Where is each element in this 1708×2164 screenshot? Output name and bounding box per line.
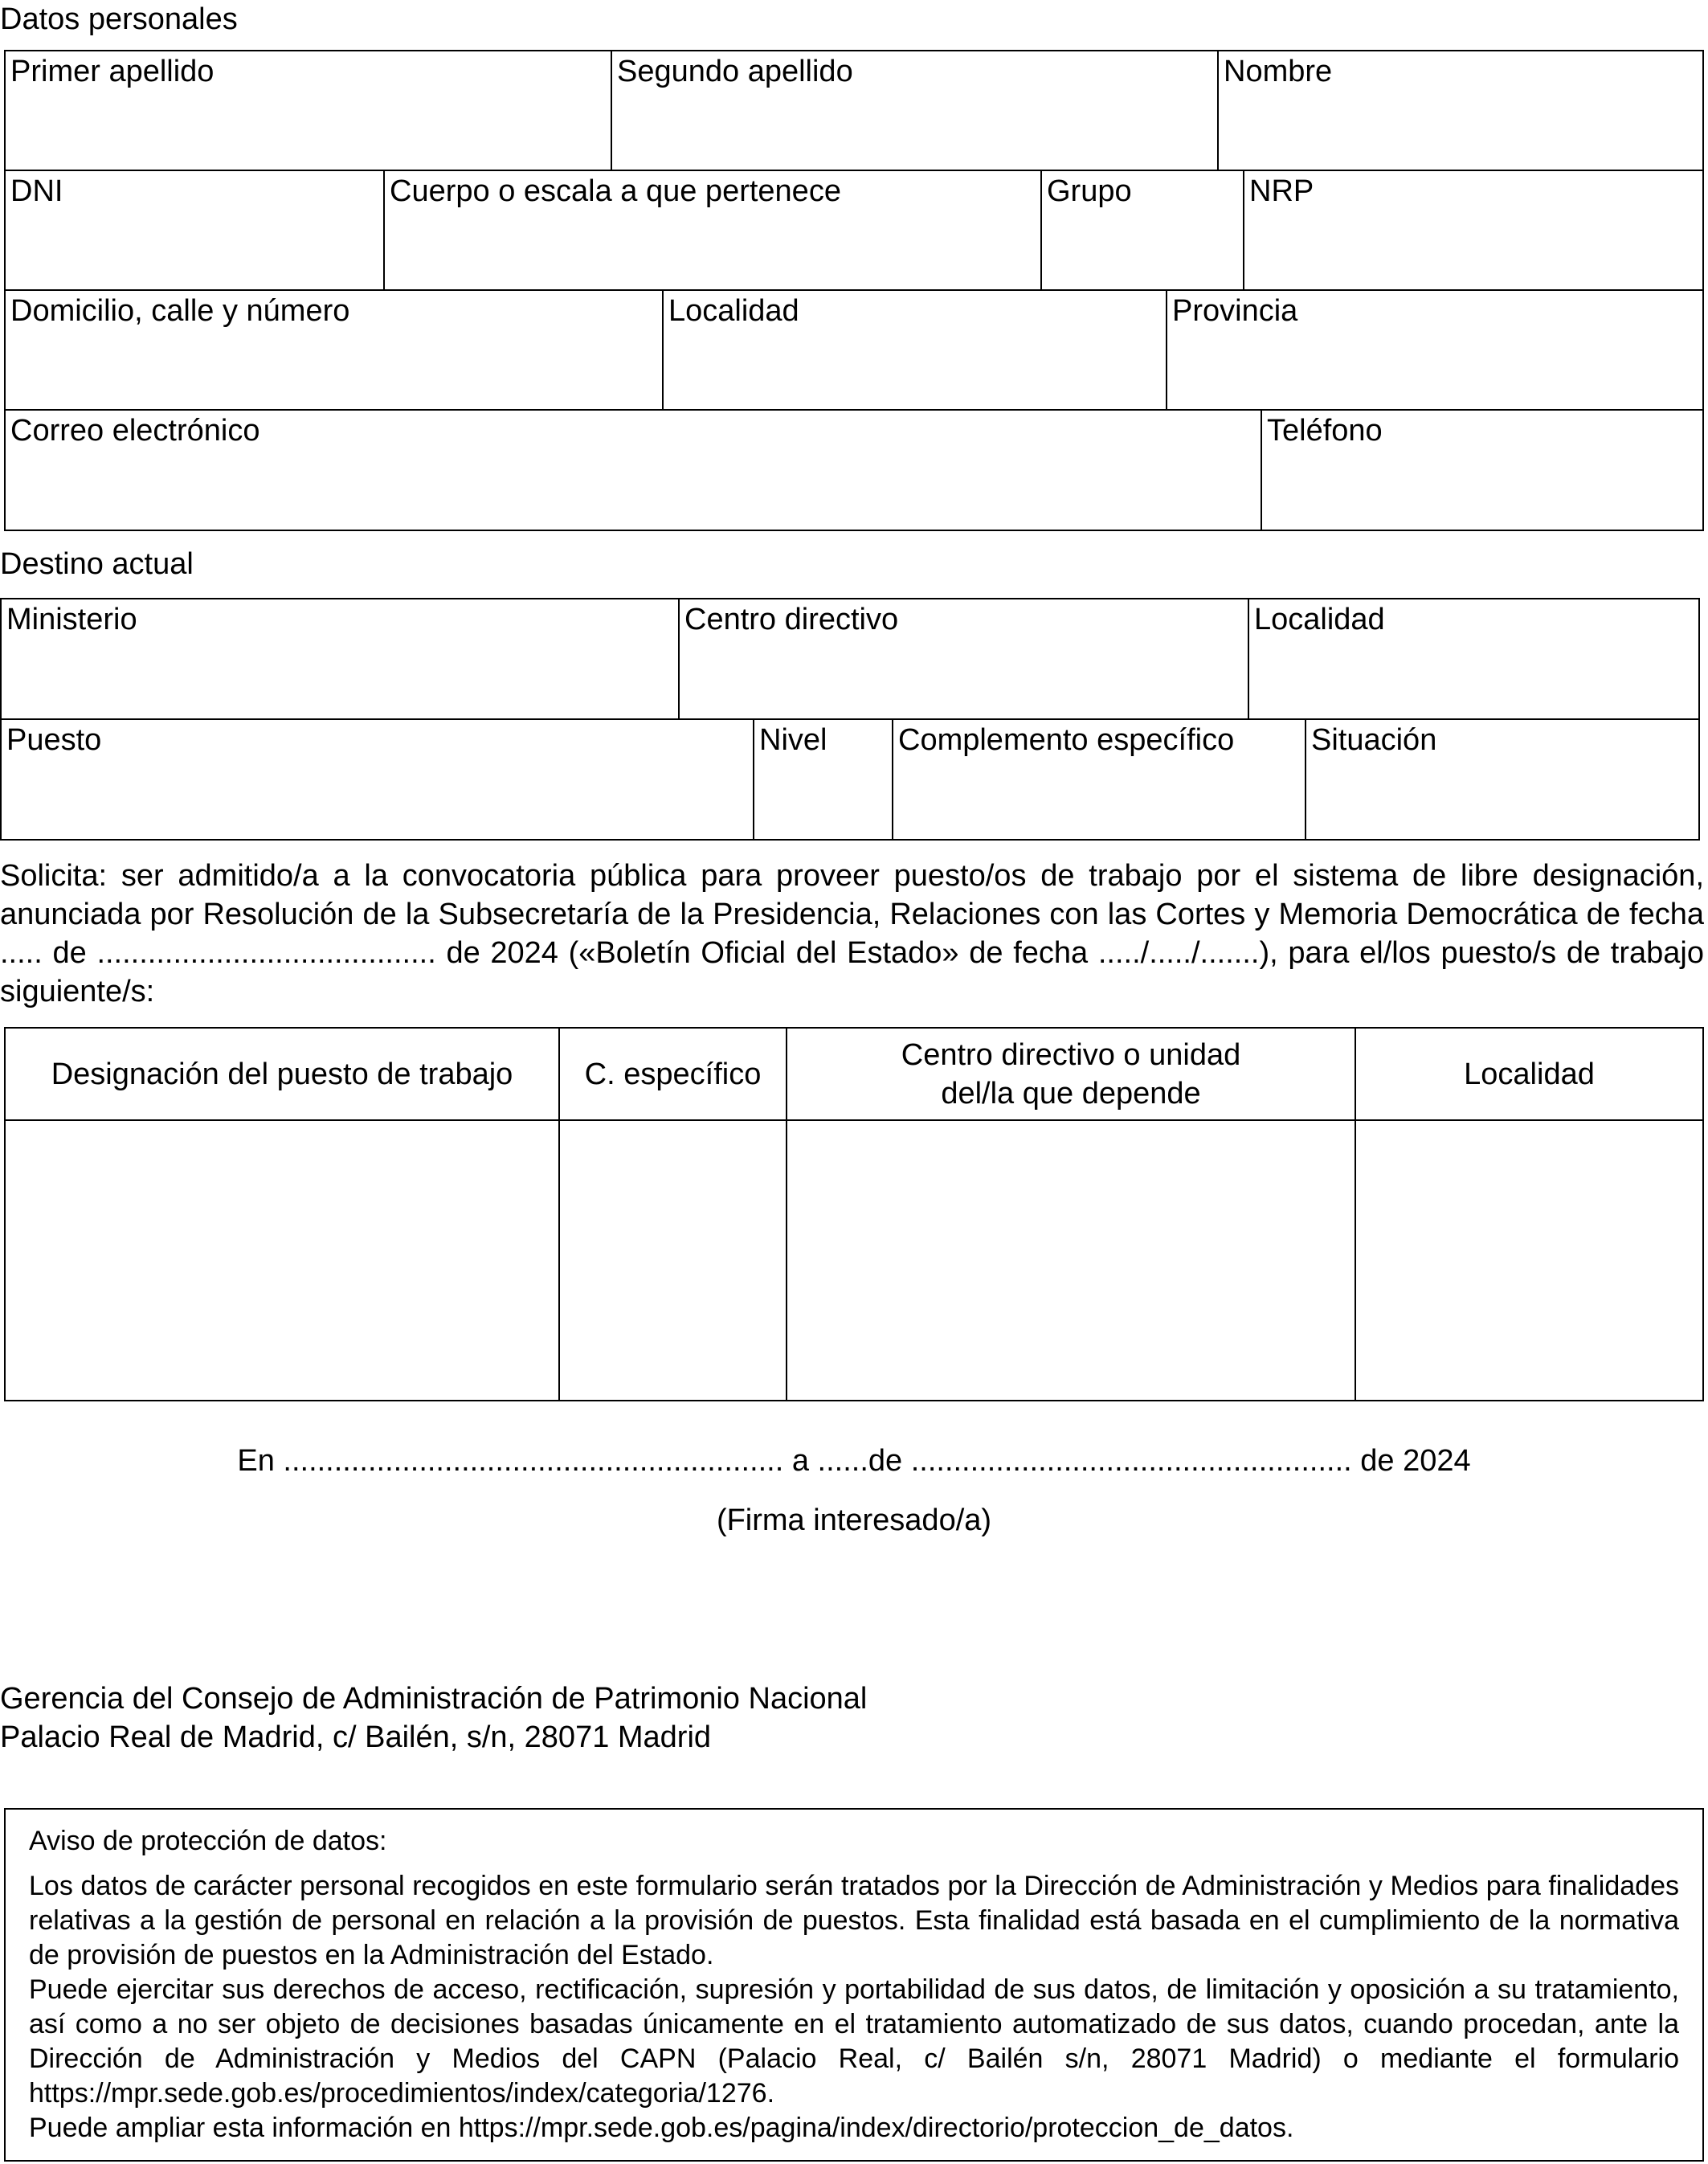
localidad-personal-field[interactable] xyxy=(662,289,1167,411)
correo-label: Correo electrónico xyxy=(10,414,260,448)
localidad-personal-label: Localidad xyxy=(668,294,799,328)
aviso-title: Aviso de protección de datos: xyxy=(29,1826,387,1856)
header-centro-line1: Centro directivo o unidad xyxy=(901,1037,1241,1072)
aviso-para-2: Puede ejercitar sus derechos de acceso, rectificación, supresión y portabilidad de sus datos, de limitación y oposición a su tratamiento, así como a no ser objeto de decisiones basadas únicamente en el tratamiento automatizado de sus datos, cuando procedan, ante la Dirección de Administración y Medios del CAPN (Palacio Real, c/ Bailén s/n, 28071 Madrid) o mediante el formulario https://mpr.sede.gob.es/procedimientos/index/categoria/1276. xyxy=(29,1974,1679,2109)
header-c-especifico xyxy=(558,1027,787,1121)
cuerpo-escala-label: Cuerpo o escala a que pertenece xyxy=(390,174,841,208)
complemento-especifico-label: Complemento específico xyxy=(898,723,1235,757)
header-localidad-label: Localidad xyxy=(1464,1057,1595,1091)
firma-label: (Firma interesado/a) xyxy=(716,1503,992,1537)
grupo-label: Grupo xyxy=(1047,174,1132,208)
lugar-fecha-line: En ........................................................... a ......de .................................................... de 2024 xyxy=(237,1444,1471,1478)
grupo-field[interactable] xyxy=(1040,170,1244,291)
header-designacion-label: Designación del puesto de trabajo xyxy=(51,1057,513,1091)
nrp-label: NRP xyxy=(1249,174,1314,208)
cell-c-especifico[interactable] xyxy=(558,1119,787,1401)
provincia-label: Provincia xyxy=(1172,294,1298,328)
centro-directivo-label: Centro directivo xyxy=(684,603,899,636)
aviso-para-1: Los datos de carácter personal recogidos en este formulario serán tratados por la Dirección de Administración y Medios para finalidades relativas a la gestión de personal en relación a la provisión de puestos. Esta finalidad está basada en el cumplimiento de la normativa de provisión de puestos en la Administración del Estado. xyxy=(29,1871,1679,1970)
telefono-field[interactable] xyxy=(1261,409,1704,531)
aviso-para-3: Puede ampliar esta información en https://mpr.sede.gob.es/pagina/index/directorio/proteccion_de_datos. xyxy=(29,2113,1294,2143)
cell-localidad[interactable] xyxy=(1355,1119,1704,1401)
nombre-field[interactable] xyxy=(1217,50,1704,171)
puesto-label: Puesto xyxy=(6,723,102,757)
nivel-field[interactable] xyxy=(753,718,893,841)
aviso-proteccion-datos xyxy=(4,1808,1704,2162)
header-c-especifico-label: C. específico xyxy=(584,1057,762,1091)
aviso-body xyxy=(29,1869,1679,2146)
correo-field[interactable] xyxy=(4,409,1262,531)
nivel-label: Nivel xyxy=(759,723,827,757)
header-localidad xyxy=(1355,1027,1704,1121)
header-designacion xyxy=(4,1027,560,1121)
primer-apellido-label: Primer apellido xyxy=(10,55,215,88)
centro-directivo-field[interactable] xyxy=(678,598,1249,720)
solicitud-text: Solicita: ser admitido/a a la convocatoria pública para proveer puesto/os de trabajo por el sistema de libre designación, anunciada por Resolución de la Subsecretaría de la Presidencia, Relaciones con las Cortes y Memoria Democrática de fecha ..... de ........................................ de 2024 («Boletín Oficial del Estado» de fecha ...../...../.......), para el/los puesto/s de trabajo siguiente/s: xyxy=(0,859,1704,1008)
segundo-apellido-field[interactable] xyxy=(611,50,1219,171)
cell-designacion[interactable] xyxy=(4,1119,560,1401)
domicilio-label: Domicilio, calle y número xyxy=(10,294,350,328)
nombre-label: Nombre xyxy=(1224,55,1333,88)
ministerio-field[interactable] xyxy=(0,598,680,720)
segundo-apellido-label: Segundo apellido xyxy=(617,55,853,88)
nrp-field[interactable] xyxy=(1243,170,1704,291)
situacion-label: Situación xyxy=(1311,723,1437,757)
destinatario-line2: Palacio Real de Madrid, c/ Bailén, s/n, 28071 Madrid xyxy=(0,1720,712,1754)
header-centro-line2: del/la que depende xyxy=(941,1076,1201,1111)
cuerpo-escala-field[interactable] xyxy=(383,170,1042,291)
provincia-field[interactable] xyxy=(1166,289,1704,411)
localidad-destino-label: Localidad xyxy=(1254,603,1385,636)
localidad-destino-field[interactable] xyxy=(1248,598,1700,720)
datos-personales-title: Datos personales xyxy=(0,2,238,36)
domicilio-field[interactable] xyxy=(4,289,664,411)
destino-actual-title: Destino actual xyxy=(0,547,194,581)
puesto-field[interactable] xyxy=(0,718,754,841)
complemento-especifico-field[interactable] xyxy=(892,718,1306,841)
cell-centro-directivo[interactable] xyxy=(786,1119,1356,1401)
telefono-label: Teléfono xyxy=(1267,414,1383,448)
dni-field[interactable] xyxy=(4,170,385,291)
ministerio-label: Ministerio xyxy=(6,603,137,636)
dni-label: DNI xyxy=(10,174,63,208)
destinatario-line1: Gerencia del Consejo de Administración de Patrimonio Nacional xyxy=(0,1682,868,1716)
situacion-field[interactable] xyxy=(1305,718,1700,841)
header-centro-directivo xyxy=(786,1027,1356,1121)
primer-apellido-field[interactable] xyxy=(4,50,612,171)
